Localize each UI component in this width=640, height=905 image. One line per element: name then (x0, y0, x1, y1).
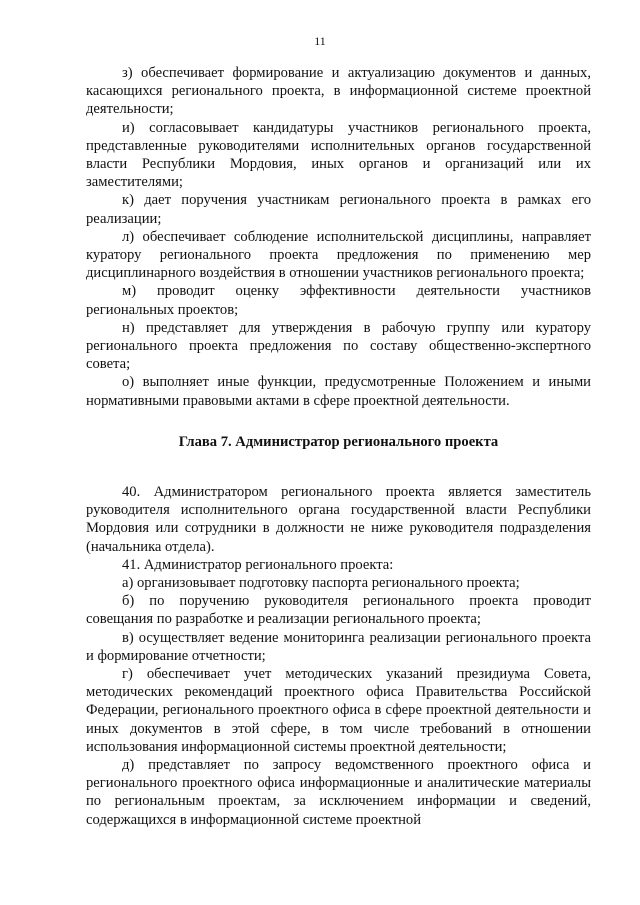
paragraph-block-bottom (86, 483, 591, 829)
paragraph-item-i: и) согласовывает кандидатуры участников регионального проекта, представленные руководителями исполнительных органов государственной власти Республики Мордовия, иных органов и организаций или их заместителями; (86, 119, 591, 191)
paragraph-block-top (86, 64, 591, 410)
paragraph-item-k: к) дает поручения участникам регионального проекта в рамках его реализации; (86, 192, 591, 227)
chapter-heading: Глава 7. Администратор регионального проекта (178, 434, 499, 450)
paragraph-item-o: о) выполняет иные функции, предусмотренные Положением и иными нормативными правовыми актами в сфере проектной деятельности. (86, 374, 591, 409)
paragraph-item-z: з) обеспечивает формирование и актуализацию документов и данных, касающихся регионального проекта, в информационной системе проектной деятельности; (86, 65, 591, 118)
paragraph-item-a: а) организовывает подготовку паспорта регионального проекта; (122, 575, 520, 592)
page-number: 11 (314, 34, 326, 48)
paragraph-item-n: н) представляет для утверждения в рабочую группу или куратору регионального проекта предложения по составу общественно-экспертного совета; (86, 319, 591, 373)
paragraph-item-d: д) представляет по запросу ведомственного проектного офиса и регионального проектного офиса информационные и аналитические материалы по региональным проектам, за исключением информации и сведений, содержащихся в информационной системе проектной (86, 757, 591, 828)
paragraph-item-b: б) по поручению руководителя регионального проекта проводит совещания по разработке и реализации регионального проекта; (86, 593, 591, 628)
paragraph-item-l: л) обеспечивает соблюдение исполнительской дисциплины, направляет куратору регионального проекта предложения по применению мер дисциплинарного воздействия в отношении участников регионального проекта; (86, 228, 591, 282)
paragraph-item-v: в) осуществляет ведение мониторинга реализации регионального проекта и формирование отчетности; (86, 629, 591, 664)
paragraph-item-41: 41. Администратор регионального проекта: (122, 556, 394, 573)
paragraph-item-m: м) проводит оценку эффективности деятельности участников региональных проектов; (86, 283, 591, 318)
paragraph-item-40: 40. Администратором регионального проекта является заместитель руководителя исполнительного органа государственной власти Республики Мордовия или сотрудники в должности не ниже руководителя подразделения (начальника отдела). (86, 484, 591, 555)
paragraph-item-g: г) обеспечивает учет методических указаний президиума Совета, методических рекомендаций проектного офиса Правительства Российской Федерации, регионального проектного офиса в сфере проектной деятельности и иных документов в этой сфере, в том числе требований в отношении использования информационной системы проектной деятельности; (86, 666, 591, 755)
